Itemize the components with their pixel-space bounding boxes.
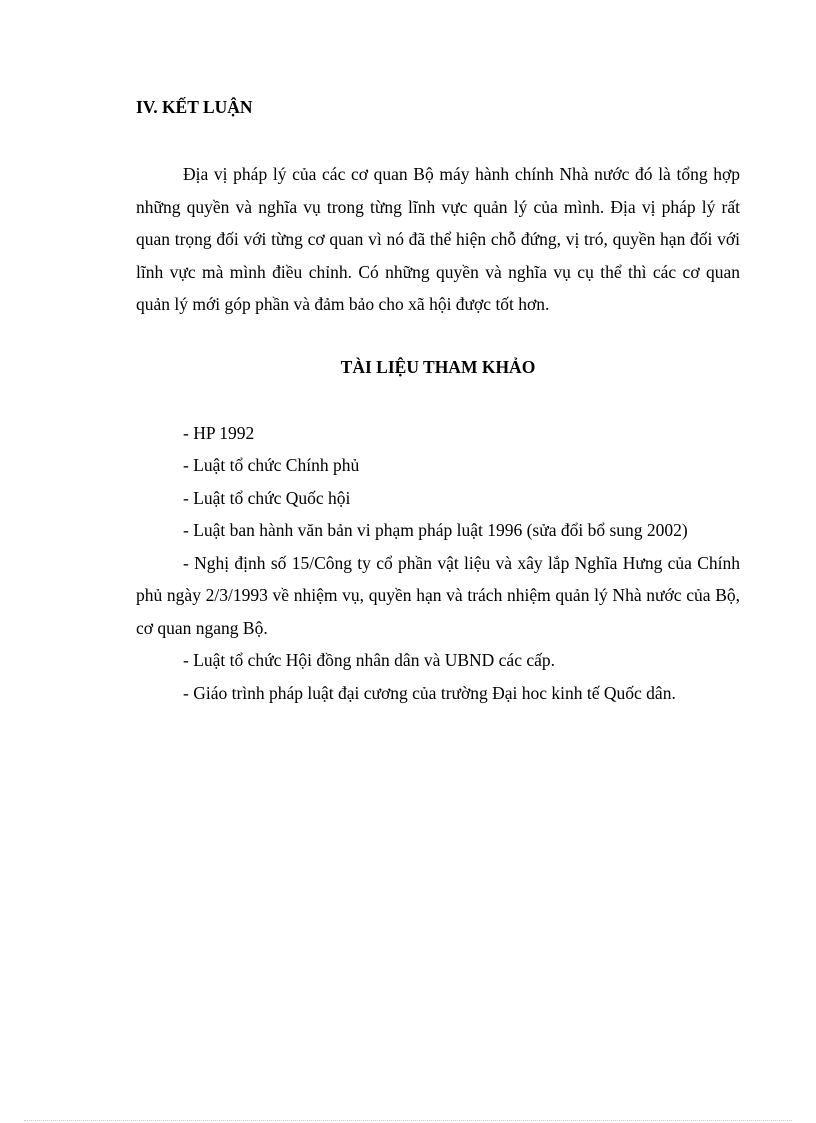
conclusion-paragraph: Địa vị pháp lý của các cơ quan Bộ máy hành chính Nhà nước đó là tổng hợp những quyền và nghĩa vụ trong từng lĩnh vực quản lý của mình. Địa vị pháp lý rất quan trọng đối với từng cơ quan vì nó đã thể hiện chỗ đứng, vị tró, quyền hạn đối với lĩnh vực mà mình điều chỉnh. Có những quyền và nghĩa vụ cụ thể thì các cơ quan quản lý mới góp phần và đảm bảo cho xã hội được tốt hơn.	[136, 164, 740, 314]
reference-item: - Giáo trình pháp luật đại cương của trường Đại hoc kinh tế Quốc dân.	[183, 682, 676, 703]
reference-item: - Luật ban hành văn bản vi phạm pháp luật 1996 (sửa đổi bổ sung 2002)	[183, 520, 688, 540]
page-bottom-divider	[24, 1120, 792, 1121]
reference-item: - Luật tổ chức Quốc hội	[183, 487, 351, 508]
reference-item: - Nghị định số 15/Công ty cổ phần vật liệu và xây lắp Nghĩa Hưng của Chính phủ ngày 2/3/1993 về nhiệm vụ, quyền hạn và trách nhiệm quản lý Nhà nước của Bộ, cơ quan ngang Bộ.	[136, 552, 740, 638]
references-heading: TÀI LIỆU THAM KHẢO	[340, 356, 536, 377]
reference-item: - Luật tổ chức Hội đồng nhân dân và UBND các cấp.	[183, 650, 556, 670]
references-list	[136, 417, 740, 710]
reference-item: - HP 1992	[183, 422, 255, 443]
conclusion-heading: IV. KẾT LUẬN	[136, 97, 253, 117]
reference-item: - Luật tổ chức Chính phủ	[183, 455, 360, 475]
page-content	[136, 93, 740, 709]
